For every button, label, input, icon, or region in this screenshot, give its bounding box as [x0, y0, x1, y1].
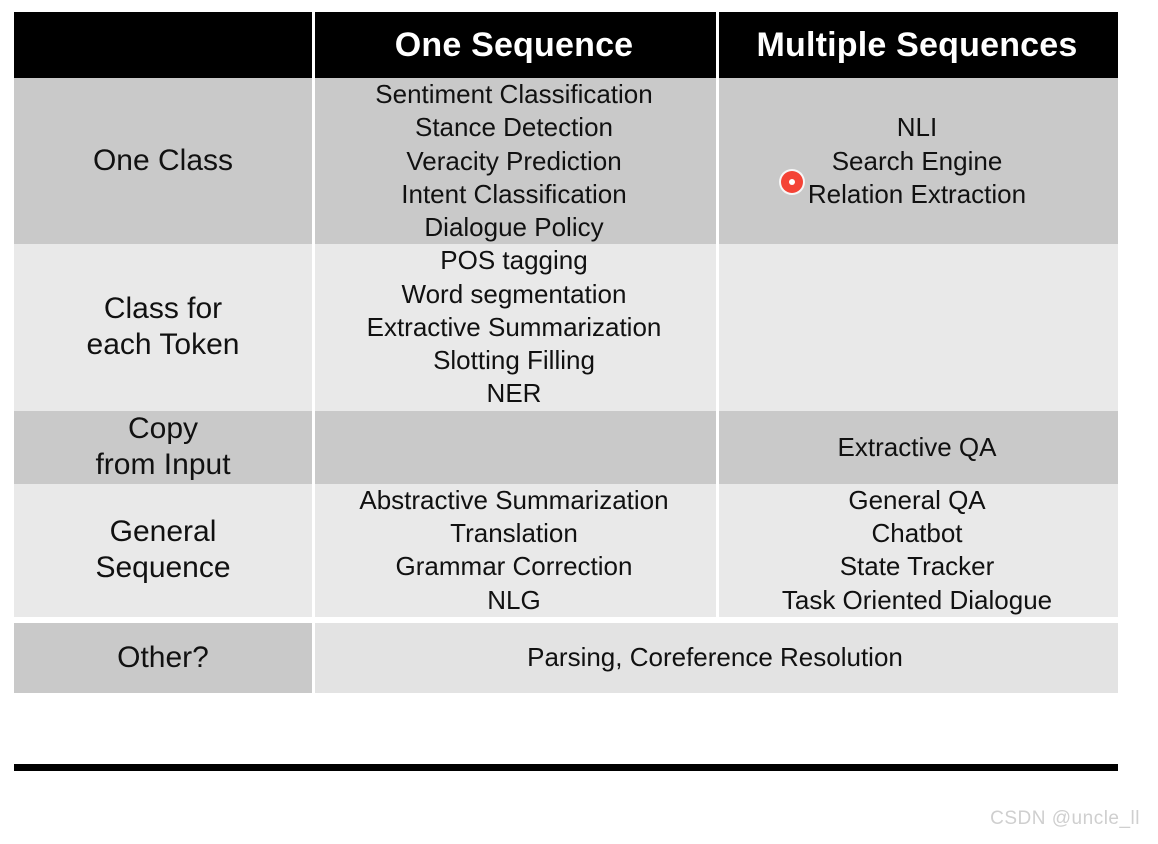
table-row-general-sequence — [14, 484, 1118, 617]
cursor-pointer-icon — [781, 171, 803, 193]
list-item: Chatbot — [871, 518, 963, 549]
watermark-label: CSDN @uncle_ll — [990, 808, 1140, 829]
row-label-line: Copy — [127, 411, 199, 445]
list-item: NLI — [896, 112, 938, 143]
section-divider — [14, 764, 1118, 771]
list-item: POS tagging — [440, 245, 588, 276]
cell-other-value: Parsing, Coreference Resolution — [312, 623, 1118, 693]
table-row-class-for-each-token — [14, 244, 1118, 410]
row-label-one-class: One Class — [14, 78, 312, 244]
list-item: Veracity Prediction — [406, 145, 622, 176]
cell-copy-one-sequence — [312, 411, 716, 484]
table-row-copy-from-input — [14, 411, 1118, 484]
list-item: Grammar Correction — [395, 551, 633, 582]
list-item: Extractive QA — [837, 431, 997, 462]
list-item: NLG — [487, 584, 541, 615]
list-item: Extractive Summarization — [366, 311, 662, 342]
list-item: General QA — [848, 484, 986, 515]
list-item: Search Engine — [831, 145, 1003, 176]
list-item: Translation — [450, 518, 578, 549]
row-label-other: Other? — [14, 623, 312, 693]
list-item: Dialogue Policy — [424, 212, 604, 243]
row-label-line: from Input — [95, 448, 231, 482]
cell-token-one-sequence — [312, 244, 716, 410]
list-item: Sentiment Classification — [375, 79, 653, 109]
list-item: State Tracker — [839, 551, 995, 582]
row-label-copy-from-input — [14, 411, 312, 484]
header-multiple-sequences: Multiple Sequences — [716, 12, 1118, 78]
list-item: Task Oriented Dialogue — [781, 584, 1053, 615]
table-header-row — [14, 12, 1118, 78]
cell-copy-multiple-sequences — [716, 411, 1118, 484]
list-item: Stance Detection — [414, 112, 613, 143]
list-item: NER — [486, 378, 542, 409]
header-corner-cell — [14, 12, 312, 78]
row-label-general-sequence — [14, 484, 312, 617]
header-one-sequence: One Sequence — [312, 12, 716, 78]
cell-token-multiple-sequences — [716, 244, 1118, 410]
row-label-class-for-each-token — [14, 244, 312, 410]
row-label-line: General — [109, 514, 217, 548]
list-item: Slotting Filling — [433, 345, 595, 376]
cell-general-one-sequence — [312, 484, 716, 617]
cell-one-class-one-sequence — [312, 78, 716, 244]
cell-one-class-multiple-sequences — [716, 78, 1118, 244]
list-item: Word segmentation — [401, 278, 627, 309]
cell-general-multiple-sequences — [716, 484, 1118, 617]
table-row-one-class — [14, 78, 1118, 244]
list-item: Relation Extraction — [807, 178, 1027, 209]
task-taxonomy-table — [14, 12, 1118, 693]
row-label-line: each Token — [86, 328, 240, 362]
table-row-other — [14, 623, 1118, 693]
row-label-line: Class for — [103, 291, 223, 325]
list-item: Intent Classification — [401, 178, 627, 209]
list-item: Abstractive Summarization — [359, 484, 669, 515]
row-label-line: Sequence — [95, 551, 231, 585]
